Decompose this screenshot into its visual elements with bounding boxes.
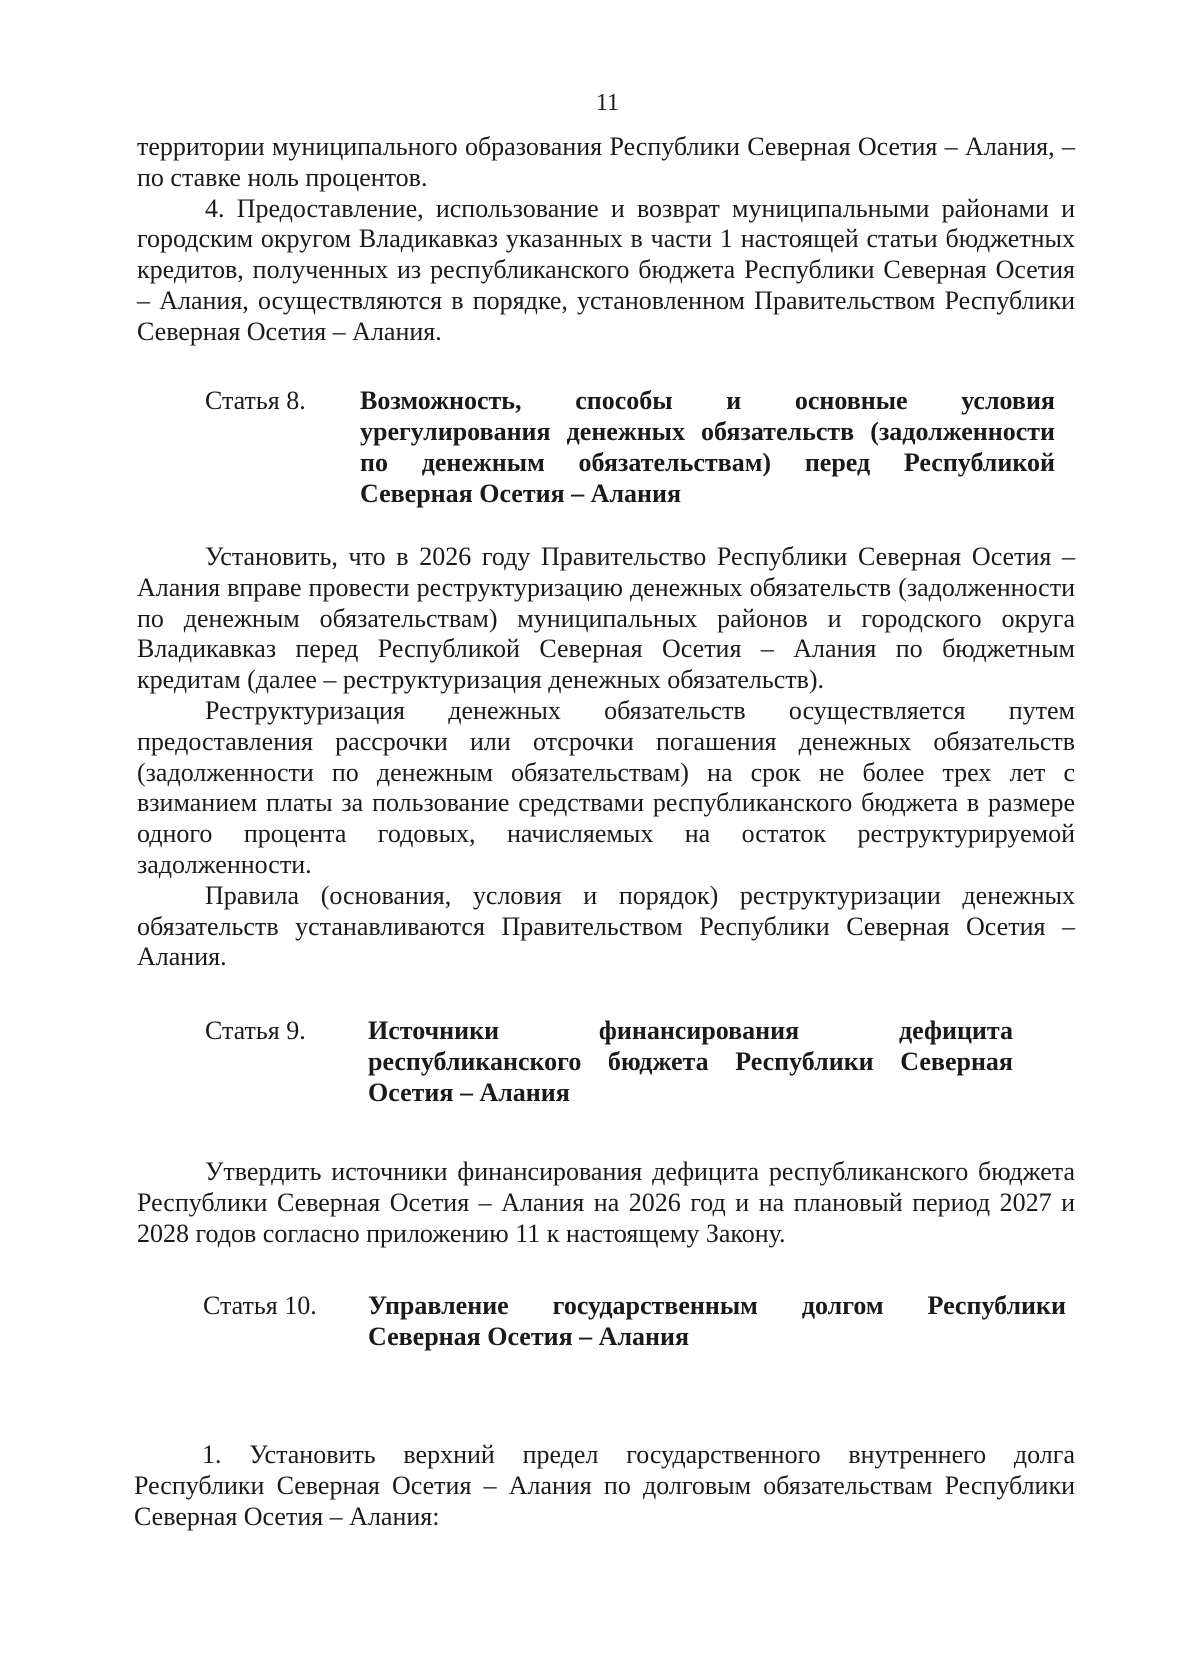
article-title: Источники финансирования дефицита республиканского бюджета Республики Северная Осетия – Алания bbox=[368, 1016, 1013, 1107]
article-title: Возможность, способы и основные условия урегулирования денежных обязательств (задолженности по денежным обязательствам) перед Республикой Северная Осетия – Алания bbox=[360, 386, 1055, 508]
paragraph: Правила (основания, условия и порядок) реструктуризации денежных обязательств устанавливаются Правительством Республики Северная Осетия – Алания. bbox=[137, 880, 1075, 972]
article-10-body bbox=[134, 1440, 1075, 1532]
article-title: Управление государственным долгом Республики Северная Осетия – Алания bbox=[368, 1291, 1066, 1351]
paragraph: Утвердить источники финансирования дефицита республиканского бюджета Республики Северная Осетия – Алания на 2026 год и на плановый период 2027 и 2028 годов согласно приложению 11 к настоящему Закону. bbox=[137, 1157, 1075, 1248]
paragraph: Установить, что в 2026 году Правительство Республики Северная Осетия – Алания вправе провести реструктуризацию денежных обязательств (задолженности по денежным обязательствам) муниципальных районов и городского округа Владикавказ перед Республикой Северная Осетия – Алания по бюджетным кредитам (далее – реструктуризация денежных обязательств). bbox=[137, 542, 1075, 695]
article-number: Статья 9. bbox=[205, 1016, 306, 1045]
paragraph: территории муниципального образования Республики Северная Осетия – Алания, – по ставке ноль процентов. bbox=[137, 132, 1075, 192]
paragraph: 4. Предоставление, использование и возврат муниципальными районами и городским округом Владикавказ указанных в части 1 настоящей статьи бюджетных кредитов, полученных из республиканского бюджета Республики Северная Осетия – Алания, осуществляются в порядке, установленном Правительством Республики Северная Осетия – Алания. bbox=[137, 193, 1075, 346]
article-number: Статья 10. bbox=[203, 1291, 317, 1320]
paragraph: 1. Установить верхний предел государственного внутреннего долга Республики Северная Осетия – Алания по долговым обязательствам Республики Северная Осетия – Алания: bbox=[134, 1440, 1075, 1531]
article-8-body bbox=[137, 542, 1075, 973]
page-number: 11 bbox=[595, 90, 620, 116]
continuation-block bbox=[137, 132, 1075, 348]
paragraph: Реструктуризация денежных обязательств осуществляется путем предоставления рассрочки или отсрочки погашения денежных обязательств (задолженности по денежным обязательствам) на срок не более трех лет с взиманием платы за пользование средствами республиканского бюджета в размере одного процента годовых, начисляемых на остаток реструктурируемой задолженности. bbox=[137, 695, 1075, 879]
article-number: Статья 8. bbox=[205, 386, 306, 415]
article-9-body bbox=[137, 1157, 1075, 1249]
